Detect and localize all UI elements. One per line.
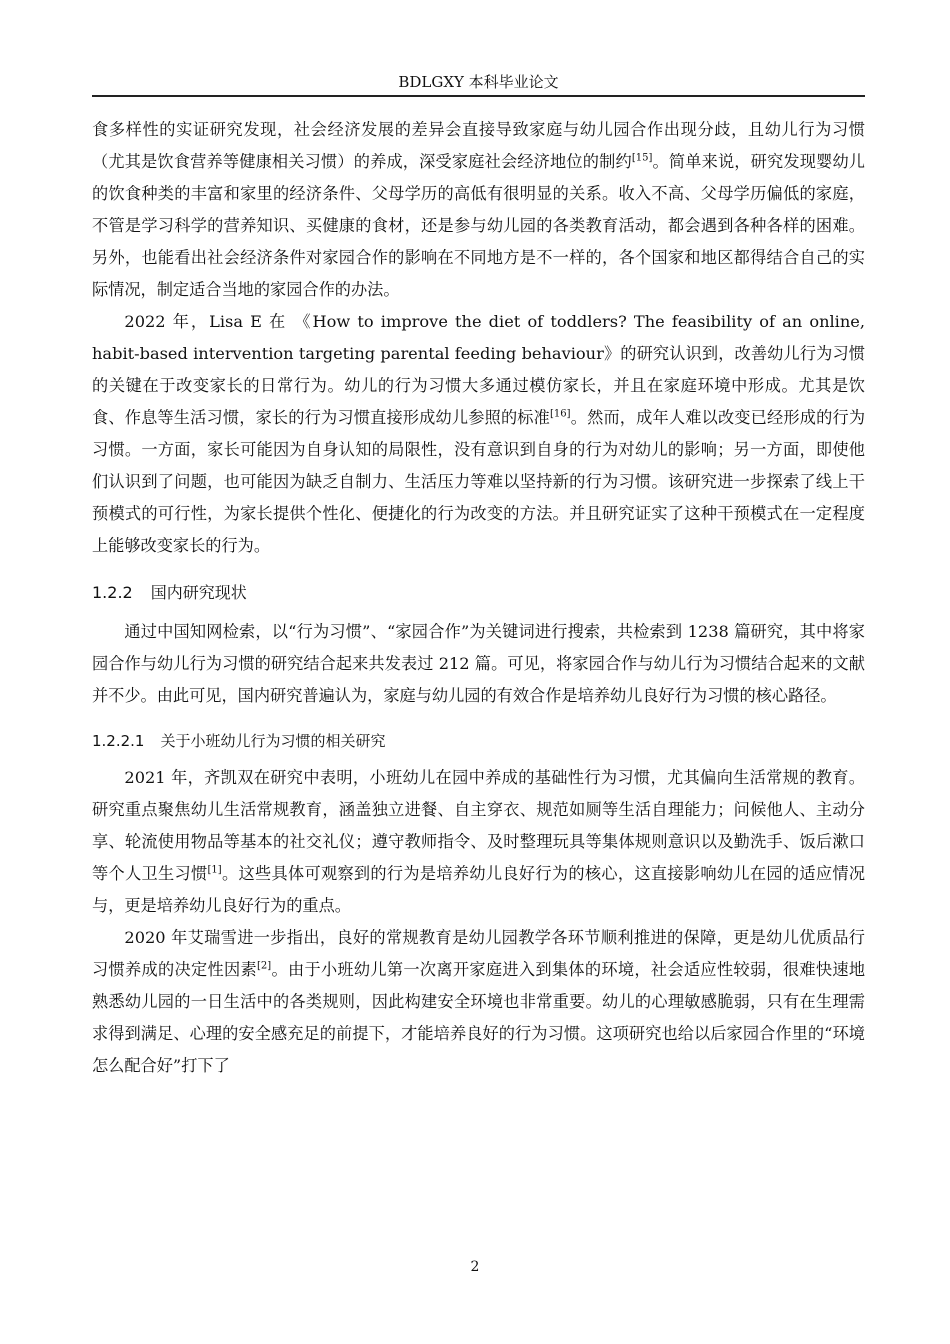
page-header-title: BDLGXY 本科毕业论文 bbox=[398, 73, 559, 91]
citation: [15] bbox=[631, 152, 653, 164]
citation: [2] bbox=[256, 960, 272, 972]
citation: [16] bbox=[550, 408, 571, 420]
section-number: 1.2.2.1 bbox=[92, 732, 145, 750]
page-number: 2 bbox=[470, 1259, 480, 1275]
paragraph-socioeconomic: 食多样性的实证研究发现，社会经济发展的差异会直接导致家庭与幼儿园合作出现分歧，且幼儿行为习惯（尤其是饮食营养等健康相关习惯）的养成，深受家庭社会经济地位的制约[15]。简单来说，研究发现婴幼儿的饮食种类的丰富和家里的经济条件、父母学历的高低有很明显的关系。收入不高、父母学历偏低的家庭，不管是学习科学的营养知识、买健康的食材，还是参与幼儿园的各类教育活动，都会遇到各种各样的困难。另外，也能看出社会经济条件对家园合作的影响在不同地方是不一样的，各个国家和地区都得结合自己的实际情况，制定适合当地的家园合作的办法。 bbox=[92, 120, 865, 299]
section-number: 1.2.2 bbox=[92, 583, 133, 602]
section-heading-1-2-2 bbox=[92, 578, 865, 608]
paragraph-lisa-e: 2022 年，Lisa E 在 《How to improve the diet of toddlers? The feasibility of an online, habit-based intervention targeting parental feeding behaviour》的研究认识到，改善幼儿行为习惯的关键在于改变家长的日常行为。幼儿的行为习惯大多通过模仿家长，并且在家庭环境中形成。尤其是饮食、作息等生活习惯，家长的行为习惯直接形成幼儿参照的标准[16]。然而，成年人难以改变已经形成的行为习惯。一方面，家长可能因为自身认知的局限性，没有意识到自身的行为对幼儿的影响；另一方面，即使他们认识到了问题，也可能因为缺乏自制力、生活压力等难以坚持新的行为习惯。该研究进一步探索了线上干预模式的可行性，为家长提供个性化、便捷化的行为改变的方法。并且研究证实了这种干预模式在一定程度上能够改变家长的行为。 bbox=[92, 312, 866, 555]
paragraph-cnki-search: 通过中国知网检索，以“行为习惯”、“家园合作”为关键词进行搜索，共检索到 1238 篇研究，其中将家园合作与幼儿行为习惯的研究结合起来共发表过 212 篇。可见，将家园合作与幼儿行为习惯结合起来的文献并不少。由此可见，国内研究普遍认为，家庭与幼儿园的有效合作是培养幼儿良好行为习惯的核心路径。 bbox=[92, 622, 865, 705]
section-heading-1-2-2-1 bbox=[92, 726, 865, 756]
citation: [1] bbox=[207, 864, 222, 876]
main-content bbox=[92, 114, 865, 1082]
section-title: 关于小班幼儿行为习惯的相关研究 bbox=[160, 732, 386, 750]
paragraph-qi-kaishuang: 2021 年，齐凯双在研究中表明，小班幼儿在园中养成的基础性行为习惯，尤其偏向生活常规的教育。研究重点聚焦幼儿生活常规教育，涵盖独立进餐、自主穿衣、规范如厕等生活自理能力；问候他人、主动分享、轮流使用物品等基本的社交礼仪；遵守教师指令、及时整理玩具等集体规则意识以及勤洗手、饭后漱口等个人卫生习惯[1]。这些具体可观察到的行为是培养幼儿良好行为的核心，这直接影响幼儿在园的适应情况与，更是培养幼儿良好行为的重点。 bbox=[92, 768, 866, 915]
section-title: 国内研究现状 bbox=[150, 583, 247, 602]
paragraph-ai-ruixue: 2020 年艾瑞雪进一步指出，良好的常规教育是幼儿园教学各环节顺利推进的保障，更是幼儿优质品行习惯养成的决定性因素[2]。由于小班幼儿第一次离开家庭进入到集体的环境，社会适应性较弱，很难快速地熟悉幼儿园的一日生活中的各类规则，因此构建安全环境也非常重要。幼儿的心理敏感脆弱，只有在生理需求得到满足、心理的安全感充足的前提下，才能培养良好的行为习惯。这项研究也给以后家园合作里的“环境怎么配合好”打下了 bbox=[92, 928, 866, 1075]
page-header bbox=[92, 72, 865, 97]
